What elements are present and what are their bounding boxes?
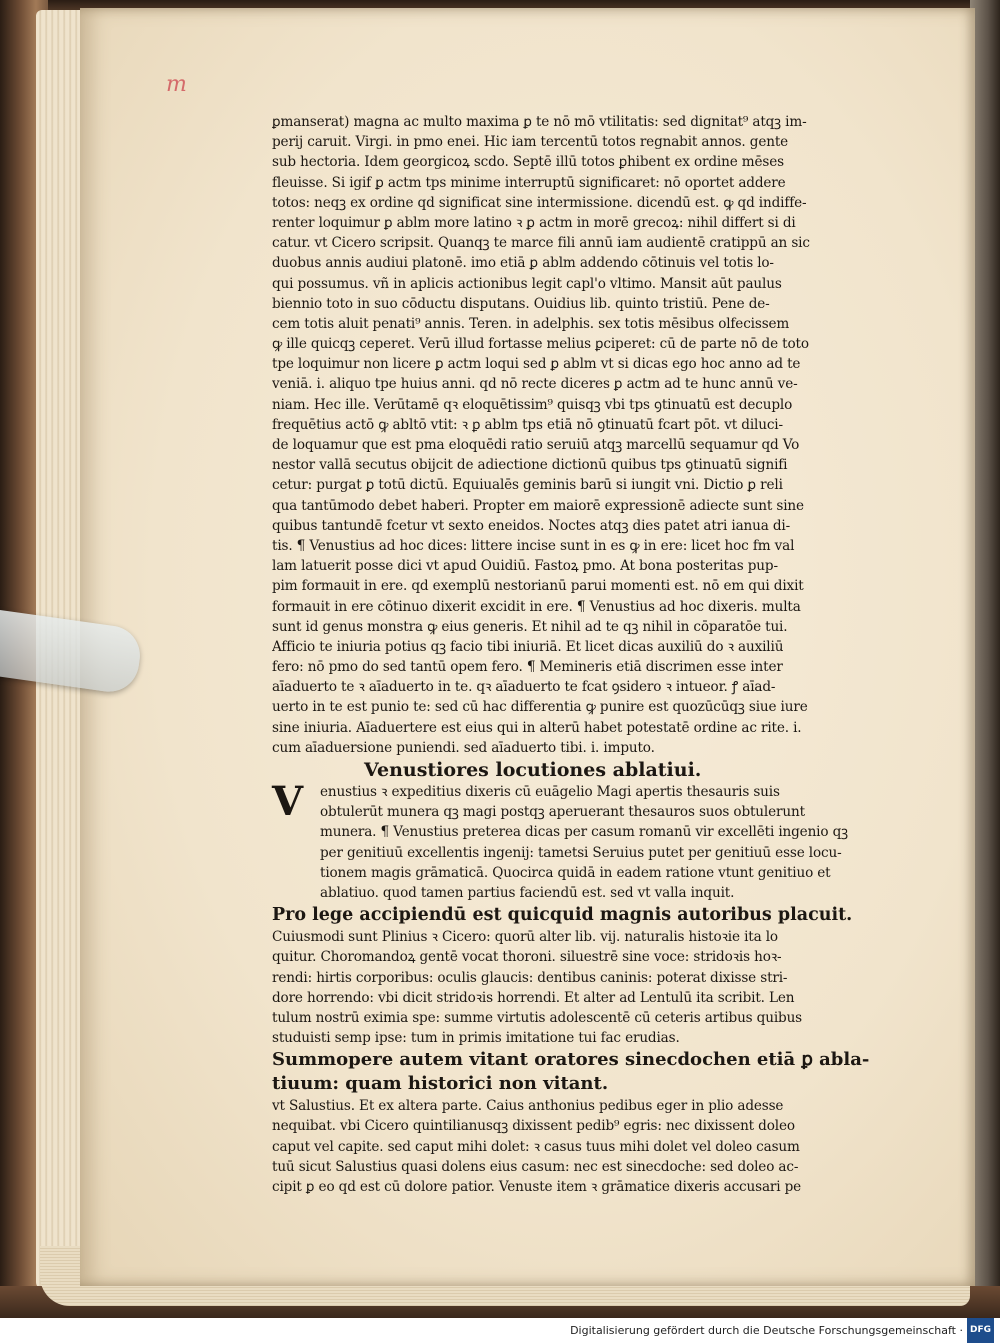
text-line: vt Salustius. Et ex altera parte. Caius anthonius pedibus eger in plio adesse [272,1098,784,1115]
text-line: biennio toto in suo cōductu disputans. Ouidius lib. quinto tristiū. Pene de- [272,295,770,312]
text-line: pim formauit in ere. qd exemplū nestorianū parui momenti est. nō em qui dixit [272,578,804,595]
text-line: per genitiuū excellentis ingenij: tametsi Seruius putet per genitiuū esse locu- [320,844,842,861]
paragraph-2 [272,778,902,903]
paragraph-1 [272,112,902,758]
text-line: aīaduerto te ꝛ aīaduerto in te. qꝛ aīaduerto te fcat ꝯsidero ꝛ intueor. ꝭ aīad- [272,679,776,696]
text-line: Cuiusmodi sunt Plinius ꝛ Cicero: quorū alter lib. vij. naturalis histoꝛie ita lo [272,929,778,946]
text-line: Summopere autem vitant oratores sinecdochen etiā ꝑ abla- [272,1049,870,1071]
text-line: enustius ꝛ expeditius dixeris cū euāgelio Magi apertis thesauris suis [320,784,780,800]
text-line: cum aīaduersione puniendi. sed aīaduerto tibi. i. imputo. [272,739,655,756]
paragraph-3 [272,927,902,1048]
text-line: renter loquimur ꝑ ablm more latino ꝛ ꝑ actm in morē grecoꝝ: nihil differt si di [272,214,796,231]
text-line: tis. ¶ Venustius ad hoc dices: littere incise sunt in es ꝙ in ere: licet hoc fm val [272,537,795,554]
text-line: dore horrendo: vbi dicit stridoꝛis horrendi. Et alter ad Lentulū ita scribit. Len [272,989,795,1006]
text-line: tiuum: quam historici non vitant. [272,1073,609,1095]
text-line: frequētius actō ꝙ abltō vtit: ꝛ ꝑ ablm tps etiā nō ꝯtinuatū fcart pōt. vt diluci- [272,416,783,433]
digitization-footer [0,1318,1000,1341]
text-line: sine iniuria. Aīaduertere est eius qui in alterū habet potestatē ordine ac rite. i. [272,719,802,736]
text-line: nestor vallā secutus obijcit de adiectione dictionū quibus tps ꝯtinuatū signifi [272,457,788,474]
text-line: lam latuerit posse dici vt apud Ouidiū. Fastoꝝ pmo. At bona posteritas pup- [272,558,778,575]
text-line: duobus annis audiui platonē. imo etiā ꝑ ablm addendo cōtinuis vel totis lo- [272,255,774,272]
text-line: studuisti semp ipse: tum in primis imitatione tui fac erudias. [272,1030,680,1047]
text-line: totos: neqꝫ ex ordine qd significat sine intermissione. dicendū est. ꝙ qd indiffe- [272,194,807,211]
text-line: tulum nostrū eximia spe: summe virtutis adolescentē cū ceteris artibus quibus [272,1009,803,1026]
text-line: obtulerūt munera qꝫ magi postqꝫ aperuerant thesauros suos obtulerunt [320,804,805,821]
text-line: fero: nō pmo do sed tantū opem fero. ¶ Memineris etiā discrimen esse inter [272,659,783,676]
text-line: munera. ¶ Venustius preterea dicas per casum romanū vir excellēti ingenio qꝫ [320,824,848,841]
text-line: cetur: purgat ꝑ totū dictū. Equiualēs geminis barū si iungit vni. Dictio ꝑ reli [272,477,783,494]
text-line: quitur. Choromandoꝝ gentē vocat thoroni. siluestrē sine voce: stridoꝛis hoꝛ- [272,949,782,966]
text-line: caput vel capite. sed caput mihi dolet: ꝛ casus tuus mihi dolet vel doleo casum [272,1138,800,1155]
text-line: perij caruit. Virgi. in pmo enei. Hic iam tercentū totos regnabit annos. gente [272,134,789,151]
text-line: quibus tantundē fcetur vt sexto eneidos. Noctes atqꝫ dies patet atri ianua di- [272,517,791,534]
paragraph-4 [272,1096,902,1197]
heading-summopere [272,1048,902,1096]
footer-credit: Digitalisierung gefördert durch die Deutsche Forschungsgemeinschaft · [570,1324,963,1337]
text-line: cem totis aluit penati⁹ annis. Teren. in adelphis. sex totis mēsibus olfecissem [272,315,790,332]
text-line: sunt id genus monstra ꝙ eius generis. Et nihil ad te qꝫ nihil in cōparatōe tui. [272,618,788,635]
text-line: catur. vt Cicero scripsit. Quanqꝫ te marce fili annū iam audientē cratippū an sic [272,235,810,252]
heading-pro-lege: Pro lege accipiendū est quicquid magnis autoribus placuit. [272,905,853,926]
text-line: tpe loquimur non licere ꝑ actm loqui sed ꝑ ablm vt si dicas ego hoc anno ad te [272,356,801,373]
text-line: niam. Hec ille. Verūtamē qꝛ eloquētissim⁹ quisqꝫ vbi tps ꝯtinuatū est decuplo [272,396,793,413]
folio-mark: m [166,72,188,97]
text-line: tionem magis grāmaticā. Quocirca quidā in eadem ratione vtunt genitiuo et [320,864,831,881]
text-line: ꝑmanserat) magna ac multo maxima ꝑ te nō mō vtilitatis: sed dignitat⁹ atqꝫ im- [272,114,807,130]
text-line: tuū sicut Salustius quasi dolens eius casum: nec est sinecdoche: sed doleo ac- [272,1158,799,1175]
text-line: de loquamur que est pma eloquēdi ratio seruiū atqꝫ marcellū sequamur qd Vo [272,437,800,453]
dfg-logo: DFG [967,1318,994,1343]
page-text [272,112,902,1197]
text-line: ablatiuo. quod tamen partius faciendū est. sed vt valla inquit. [320,884,735,901]
text-line: uerto in te est punio te: sed cū hac differentia ꝙ punire est quozūcūqꝫ siue iure [272,699,808,716]
text-line: formauit in ere cōtinuo dixerit excidit in ere. ¶ Venustius ad hoc dixeris. multa [272,598,801,615]
text-line: fleuisse. Si igif ꝑ actm tps minime interruptū significaret: nō oportet addere [272,174,786,191]
text-line: cipit ꝑ eo qd est cū dolore patior. Venuste item ꝛ grāmatice dixeris accusari pe [272,1179,802,1195]
drop-capital: V [272,778,304,825]
text-line: sub hectoria. Idem georgicoꝝ scdo. Septē illū totos ꝑhibent ex ordine mēses [272,154,784,171]
text-line: rendi: hirtis corporibus: oculis glaucis: dentibus caninis: poterat dixisse stri- [272,969,788,986]
text-line: ꝙ ille quicqꝫ ceperet. Verū illud fortasse melius ꝑciperet: cū de parte nō de toto [272,336,809,353]
heading-ablative: Venustiores locutiones ablatiui. [364,759,702,781]
text-line: veniā. i. aliquo tpe huius anni. qd nō recte diceres ꝑ actm ad te hunc annū ve- [272,376,798,393]
text-line: nequibat. vbi Cicero quintilianusqꝫ dixissent pedib⁹ egris: nec dixissent doleo [272,1118,795,1135]
text-line: qua tantūmodo debet haberi. Propter em maiorē expressionē adiecte sunt sine [272,497,804,514]
text-line: Afficio te iniuria potius qꝫ facio tibi iniuriā. Et licet dicas auxiliū do ꝛ auxiliū [272,638,784,655]
text-line: qui possumus. vñ in aplicis actionibus legit capl'o vltimo. Mansit aūt paulus [272,275,782,292]
